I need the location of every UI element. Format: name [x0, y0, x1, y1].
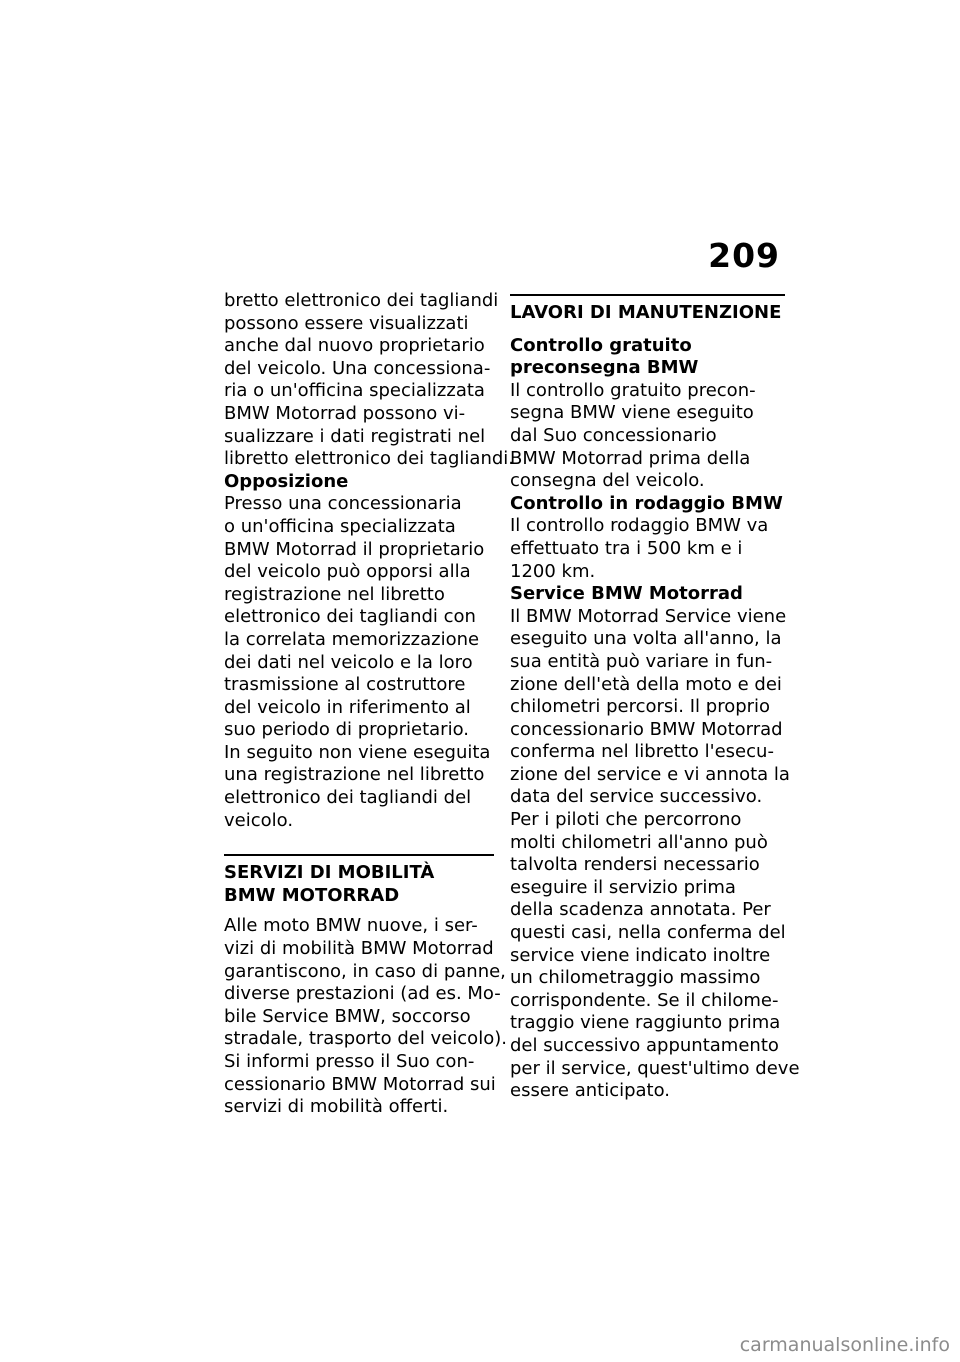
text-line: del veicolo può opporsi alla: [224, 561, 471, 583]
preconsegna-paragraph: [510, 380, 785, 493]
text-line: BMW Motorrad prima della: [510, 447, 751, 469]
text-line: BMW MOTORRAD: [224, 884, 400, 906]
text-line: chilometri percorsi. Il proprio: [510, 696, 771, 718]
text-line: Controllo gratuito: [510, 334, 692, 356]
text-line: sualizzare i dati registrati nel: [224, 425, 486, 447]
text-line: effettuato tra i 500 km e i: [510, 537, 743, 559]
text-line: dal Suo concessionario: [510, 424, 717, 446]
opposizione-heading: Opposizione: [224, 470, 349, 492]
text-line: Il controllo rodaggio BMW va: [510, 515, 769, 537]
manutenzione-heading: LAVORI DI MANUTENZIONE: [510, 302, 782, 323]
text-line: Per i piloti che percorrono: [510, 809, 742, 831]
opposizione-paragraph: [224, 493, 494, 832]
text-line: essere anticipato.: [510, 1080, 671, 1102]
service-heading: Service BMW Motorrad: [510, 583, 743, 605]
watermark: carmanualsonline.info: [739, 1334, 950, 1356]
text-line: corrispondente. Se il chilome-: [510, 989, 779, 1011]
text-line: talvolta rendersi necessario: [510, 854, 760, 876]
text-line: molti chilometri all'anno può: [510, 831, 768, 853]
text-line: suo periodo di proprietario.: [224, 719, 469, 741]
text-line: Si informi presso il Suo con-: [224, 1051, 475, 1072]
text-line: Alle moto BMW nuove, i ser-: [224, 915, 478, 937]
rodaggio-paragraph: [510, 515, 785, 583]
text-line: preconsegna BMW: [510, 357, 699, 379]
text-line: SERVIZI DI MOBILITÀ: [224, 862, 435, 884]
text-line: anche dal nuovo proprietario: [224, 335, 485, 357]
text-line: servizi di mobilità offerti.: [224, 1096, 449, 1118]
text-line: della scadenza annotata. Per: [510, 899, 771, 921]
text-line: libretto elettronico dei tagliandi.: [224, 448, 515, 470]
text-line: possono essere visualizzati: [224, 312, 469, 334]
text-line: trasmissione al costruttore: [224, 674, 466, 696]
text-line: elettronico dei tagliandi del: [224, 787, 472, 809]
text-line: Il BMW Motorrad Service viene: [510, 605, 787, 627]
text-line: BMW Motorrad il proprietario: [224, 538, 485, 560]
text-line: vizi di mobilità BMW Motorrad: [224, 938, 494, 960]
right-column: [510, 290, 800, 1103]
text-line: Il controllo gratuito precon-: [510, 379, 756, 401]
text-line: conferma nel libretto l'esecu-: [510, 741, 774, 763]
text-line: eseguito una volta all'anno, la: [510, 628, 782, 650]
text-line: ria o un'officina specializzata: [224, 380, 485, 402]
text-line: diverse prestazioni (ad es. Mo-: [224, 983, 501, 1005]
text-line: Presso una concessionaria: [224, 493, 462, 515]
text-line: traggio viene raggiunto prima: [510, 1012, 781, 1034]
intro-paragraph: [224, 290, 515, 471]
text-line: un chilometraggio massimo: [510, 967, 761, 989]
text-line: stradale, trasporto del veicolo).: [224, 1028, 507, 1050]
servizi-heading: [224, 862, 494, 907]
section-rule-manutenzione: [510, 294, 785, 296]
text-line: In seguito non viene eseguita: [224, 741, 491, 763]
text-line: del successivo appuntamento: [510, 1035, 779, 1056]
text-line: registrazione nel libretto: [224, 583, 445, 605]
text-line: veicolo.: [224, 809, 294, 831]
preconsegna-heading: [510, 335, 785, 380]
page-number: 209: [708, 236, 780, 275]
text-line: zione del service e vi annota la: [510, 763, 790, 785]
section-rule-servizi: [224, 854, 494, 856]
service-paragraph: [510, 605, 800, 1103]
text-line: BMW Motorrad possono vi-: [224, 402, 466, 424]
text-line: la correlata memorizzazione: [224, 628, 480, 650]
text-line: questi casi, nella conferma del: [510, 922, 786, 944]
text-line: bretto elettronico dei tagliandi: [224, 290, 499, 311]
text-line: garantiscono, in caso di panne,: [224, 960, 506, 982]
text-line: dei dati nel veicolo e la loro: [224, 651, 473, 673]
text-line: per il service, quest'ultimo deve: [510, 1057, 800, 1079]
text-line: service viene indicato inoltre: [510, 944, 771, 966]
text-line: elettronico dei tagliandi con: [224, 606, 476, 628]
text-line: zione dell'età della moto e dei: [510, 673, 782, 695]
servizi-paragraph: [224, 915, 507, 1118]
text-line: cessionario BMW Motorrad sui: [224, 1073, 496, 1095]
text-line: 1200 km.: [510, 560, 596, 582]
text-line: o un'officina specializzata: [224, 515, 456, 537]
text-line: data del service successivo.: [510, 786, 763, 808]
rodaggio-heading: Controllo in rodaggio BMW: [510, 492, 783, 514]
text-line: del veicolo. Una concessiona-: [224, 357, 491, 379]
text-line: eseguire il servizio prima: [510, 876, 736, 898]
text-line: del veicolo in riferimento al: [224, 696, 471, 718]
text-line: una registrazione nel libretto: [224, 764, 485, 786]
text-line: consegna del veicolo.: [510, 470, 705, 492]
text-line: sua entità può variare in fun-: [510, 650, 773, 672]
text-line: concessionario BMW Motorrad: [510, 718, 783, 740]
text-line: segna BMW viene eseguito: [510, 402, 754, 424]
left-column: [224, 290, 515, 1119]
text-line: bile Service BMW, soccorso: [224, 1005, 471, 1027]
